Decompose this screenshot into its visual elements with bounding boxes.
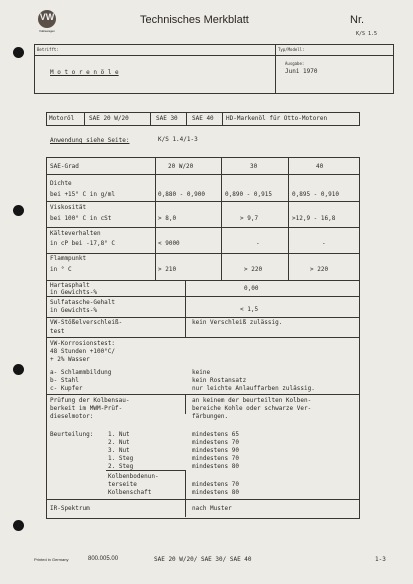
grade-3: SAE 40	[192, 115, 214, 122]
rating-key-6: Kolbenbodenun-	[108, 473, 159, 480]
row-sulfat-value: < 1,5	[240, 306, 259, 313]
corrosion-value-a: keine	[192, 369, 211, 376]
binder-hole-1	[13, 47, 24, 58]
row-visk-value-2: > 9,7	[240, 215, 259, 222]
footer-page: 1-3	[375, 556, 386, 563]
rating-value-8: mindestens 80	[192, 489, 239, 496]
binder-hole-4	[13, 520, 24, 531]
application-value: K/S 1.4/1-3	[158, 136, 198, 143]
piston-label-3: dieselmotor:	[50, 413, 94, 420]
row-kaelte-label-1: Kälteverhalten	[50, 230, 101, 237]
corrosion-item-b: b- Stahl	[50, 377, 79, 384]
grade-1: SAE 20 W/20	[89, 115, 129, 122]
table-header-col-3: 40	[316, 163, 324, 170]
ausgabe-label: Ausgabe:	[285, 61, 305, 66]
row-visk-label-2: bei 100° C in cSt	[50, 215, 112, 222]
table-header-col-1: 20 W/20	[168, 163, 194, 170]
corrosion-label-2: 48 Stunden +100°C/	[50, 348, 116, 355]
row-visk-label-1: Viskosität	[50, 204, 87, 211]
rating-key-7: terseite	[108, 481, 137, 488]
rating-key-5: 2. Steg	[108, 463, 134, 470]
grades-row-label: Motoröl	[49, 115, 75, 122]
piston-value-1: an keinem der beurteilten Kolben-	[192, 397, 312, 404]
nr-label: Nr.	[350, 14, 365, 26]
ir-label: IR-Spektrum	[50, 505, 90, 512]
subject-title: M o t o r e n ö l e	[50, 69, 119, 76]
binder-hole-3	[13, 364, 24, 375]
corrosion-value-b: kein Rostansatz	[192, 377, 247, 384]
footer-code: 800.005.00	[88, 556, 119, 562]
row-flamm-value-2: > 220	[244, 266, 263, 273]
row-kaelte-value-2: -	[256, 240, 260, 247]
row-sulfat-label-1: Sulfatasche-Gehalt	[50, 299, 116, 306]
row-flamm-label-2: in ° C	[50, 266, 72, 273]
typ-label: Typ/Modell:	[278, 47, 305, 52]
row-sulfat-label-2: in Gewichts-%	[50, 307, 97, 314]
row-kaelte-value-1: < 9000	[158, 240, 180, 247]
footer-printed: Printed in Germany	[34, 557, 69, 562]
rating-key-1: 1. Nut	[108, 431, 130, 438]
grade-2: SAE 30	[156, 115, 178, 122]
rating-value-4: mindestens 70	[192, 455, 239, 462]
table-header-label: SAE-Grad	[50, 163, 79, 170]
piston-value-2: bereiche Kohle oder schwarze Ver-	[192, 405, 312, 412]
piston-label-1: Prüfung der Kolbensau-	[50, 397, 130, 404]
row-dichte-value-3: 0,895 - 0,910	[292, 191, 339, 198]
row-dichte-value-1: 0,880 - 0,900	[158, 191, 205, 198]
corrosion-value-c: nur leichte Anlauffarben zulässig.	[192, 385, 315, 392]
row-flamm-value-3: > 220	[310, 266, 329, 273]
row-visk-value-3: >12,9 - 16,8	[292, 215, 336, 222]
row-stoessel-label-2: test	[50, 328, 65, 335]
ir-value: nach Muster	[192, 505, 232, 512]
corrosion-item-a: a- Schlammbildung	[50, 369, 112, 376]
page-title: Technisches Merkblatt	[140, 14, 249, 26]
row-stoessel-label-1: VW-Stößelverschleiß-	[50, 319, 123, 326]
row-hartasphalt-value: 0,00	[244, 285, 259, 292]
row-kaelte-value-3: -	[322, 240, 326, 247]
rating-key-4: 1. Steg	[108, 455, 134, 462]
table-header-col-2: 30	[250, 163, 258, 170]
rating-value-3: mindestens 90	[192, 447, 239, 454]
row-flamm-value-1: > 210	[158, 266, 177, 273]
nr-value: K/S 1.5	[356, 31, 378, 37]
vw-logo	[38, 10, 56, 33]
rating-value-1: mindestens 65	[192, 431, 239, 438]
betrifft-label: Betrifft:	[37, 47, 59, 52]
vw-logo-subtitle: Volkswagen	[38, 29, 55, 33]
row-flamm-label-1: Flammpunkt	[50, 255, 87, 262]
rating-key-8: Kolbenschaft	[108, 489, 152, 496]
grades-note: HD-Markenöl für Otto-Motoren	[226, 115, 328, 122]
rating-key-3: 3. Nut	[108, 447, 130, 454]
footer-grades: SAE 20 W/20/ SAE 30/ SAE 40	[154, 556, 252, 563]
corrosion-label-3: + 2% Wasser	[50, 356, 90, 363]
row-hartasphalt-label-1: Hartasphalt	[50, 282, 90, 289]
row-dichte-label-1: Dichte	[50, 180, 72, 187]
vw-logo-badge: VW	[39, 12, 55, 22]
rating-value-7: mindestens 70	[192, 481, 239, 488]
application-label: Anwendung siehe Seite:	[50, 137, 130, 144]
corrosion-item-c: c- Kupfer	[50, 385, 83, 392]
piston-label-2: berkeit im MWM-Prüf-	[50, 405, 123, 412]
ausgabe-value: Juni 1970	[285, 68, 318, 75]
row-dichte-label-2: bei +15° C in g/ml	[50, 191, 116, 198]
rating-key-2: 2. Nut	[108, 439, 130, 446]
binder-hole-2	[13, 205, 24, 216]
row-kaelte-label-2: in cP bei -17,8° C	[50, 240, 116, 247]
row-hartasphalt-label-2: in Gewichts-%	[50, 289, 97, 296]
row-visk-value-1: > 8,0	[158, 215, 177, 222]
row-stoessel-value: kein Verschleiß zulässig.	[192, 319, 283, 326]
piston-value-3: färbungen.	[192, 413, 229, 420]
rating-value-5: mindestens 80	[192, 463, 239, 470]
rating-value-2: mindestens 70	[192, 439, 239, 446]
corrosion-label-1: VW-Korrosionstest:	[50, 340, 116, 347]
rating-label: Beurteilung:	[50, 431, 94, 438]
row-dichte-value-2: 0,890 - 0,915	[225, 191, 272, 198]
